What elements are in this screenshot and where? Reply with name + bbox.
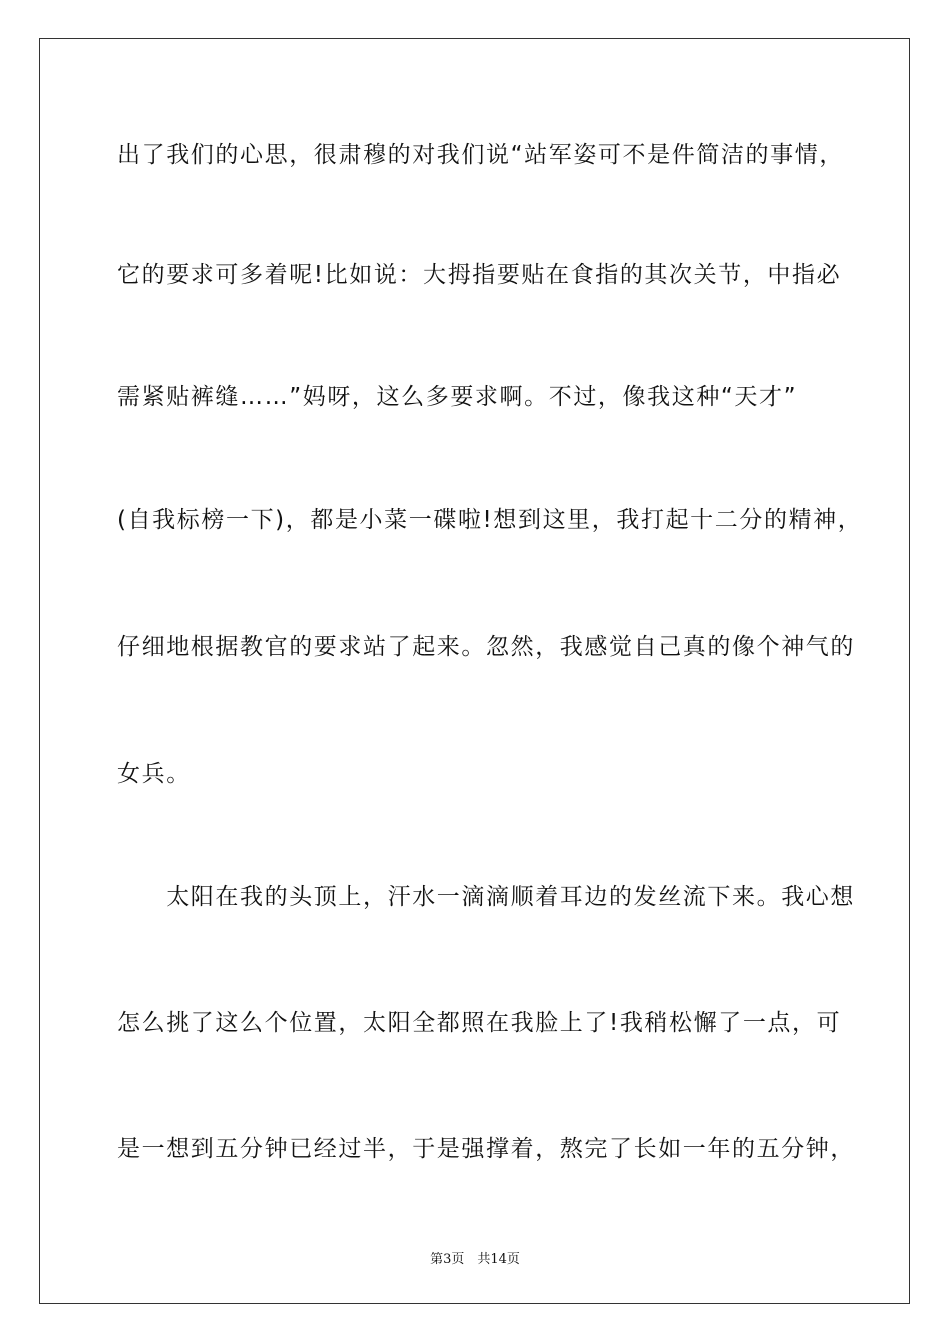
body-text-line: 女兵。 [117,761,191,787]
page-number-label: 第3页 共14页 [430,1252,520,1267]
body-text-line: 出了我们的心思，很肃穆的对我们说“站军姿可不是件简洁的事情， [117,142,844,168]
body-text-line: (自我标榜一下)，都是小菜一碟啦!想到这里，我打起十二分的精神， [117,507,863,533]
body-text-line: 怎么挑了这么个位置，太阳全都照在我脸上了!我稍松懈了一点，可 [117,1010,842,1036]
page-number-footer [0,1248,950,1267]
body-text-line: 是一想到五分钟已经过半，于是强撑着，熬完了长如一年的五分钟， [117,1136,855,1162]
body-text-line: 仔细地根据教官的要求站了起来。忽然，我感觉自己真的像个神气的 [117,634,855,660]
body-text-line: 它的要求可多着呢!比如说：大拇指要贴在食指的其次关节，中指必 [117,262,842,288]
page-border [39,38,910,1304]
body-text-line: 太阳在我的头顶上，汗水一滴滴顺着耳边的发丝流下来。我心想 [117,884,855,910]
body-text-line: 需紧贴裤缝……”妈呀，这么多要求啊。不过，像我这种“天才” [117,384,798,410]
